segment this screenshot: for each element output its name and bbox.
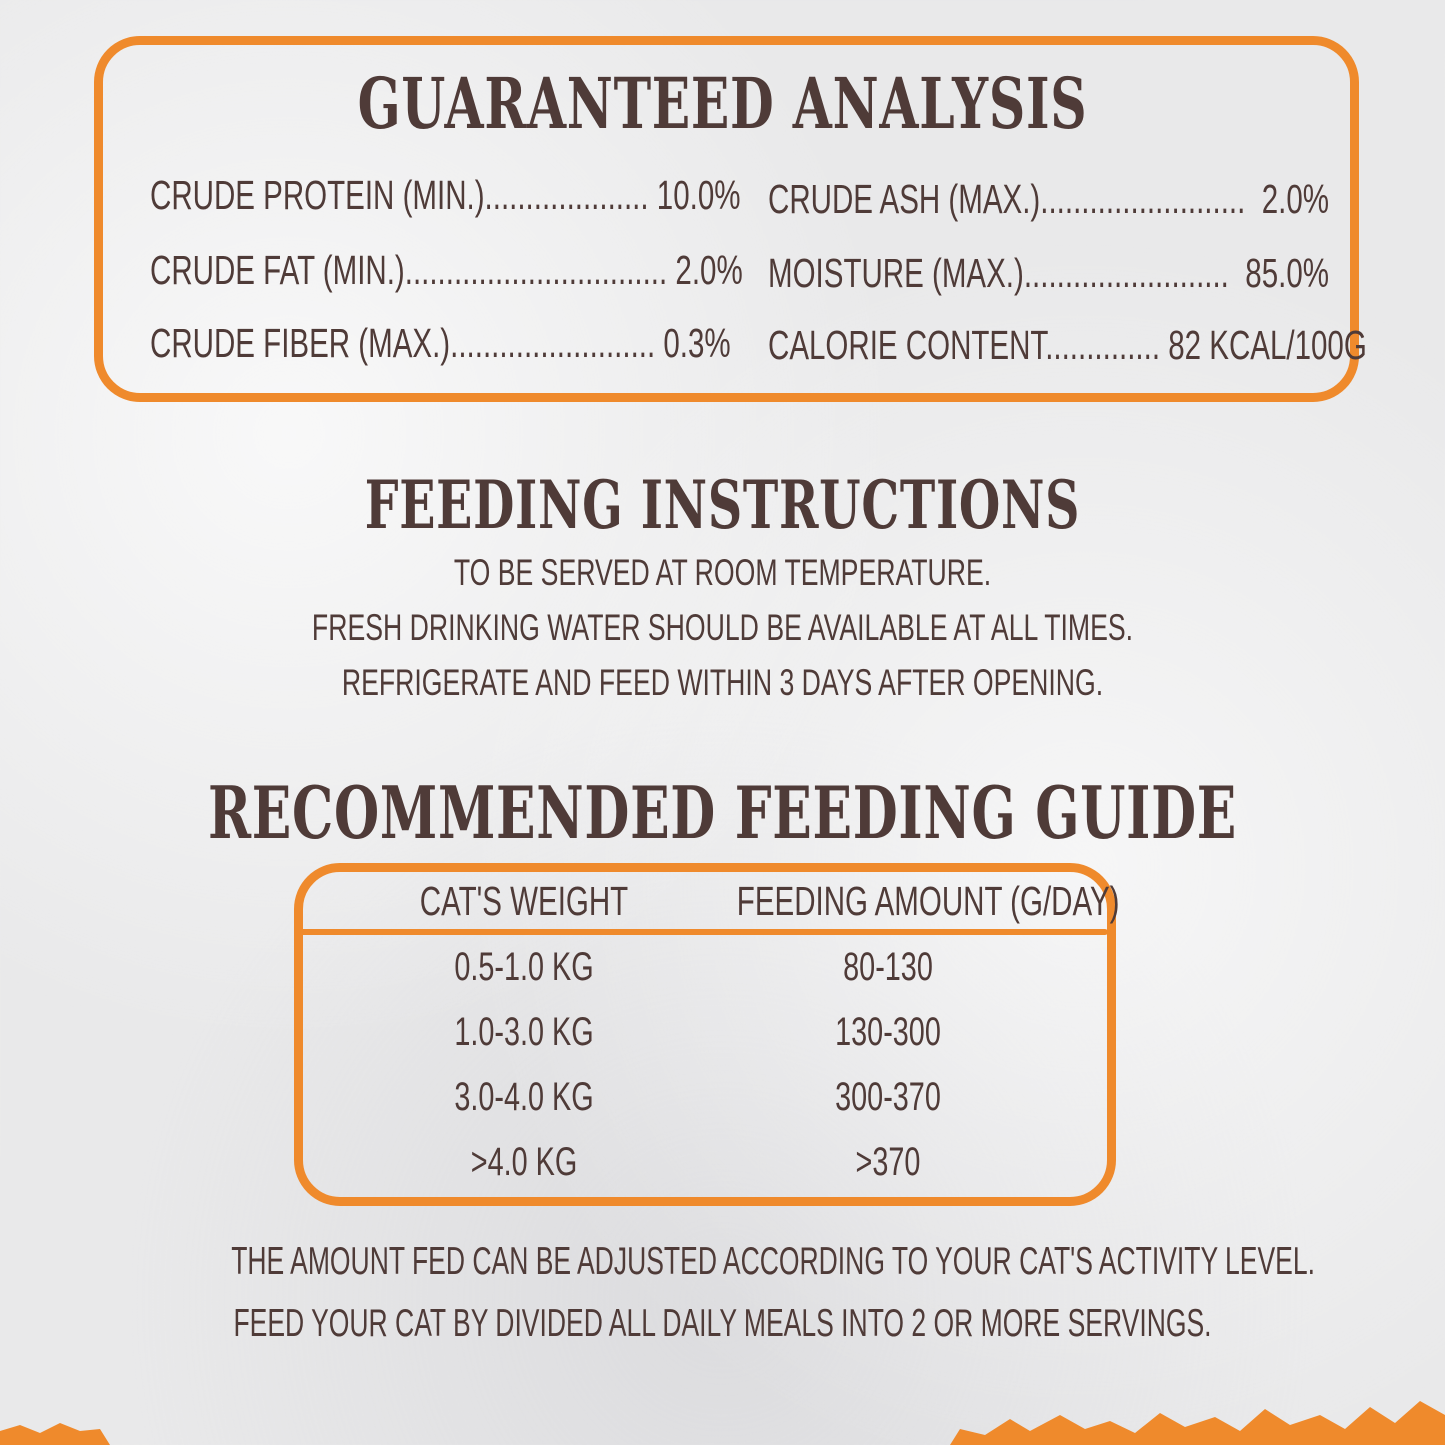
analysis-label: CRUDE ASH (MAX.)	[768, 176, 1041, 222]
analysis-value: 0.3%	[663, 320, 731, 366]
table-cell-weight: >4.0 KG	[470, 1140, 578, 1184]
feeding-instructions-title: FEEDING INSTRUCTIONS	[364, 466, 1081, 544]
guaranteed-analysis-title: GUARANTEED ANALYSIS	[357, 62, 1088, 145]
instruction-line: REFRIGERATE AND FEED WITHIN 3 DAYS AFTER OPENING.	[341, 662, 1104, 703]
table-cell-amount: 130-300	[835, 1010, 941, 1054]
column-header-weight: CAT'S WEIGHT	[419, 878, 629, 924]
dot-leader: ....................	[484, 172, 649, 218]
table-cell-weight: 0.5-1.0 KG	[454, 945, 594, 989]
instruction-line: FRESH DRINKING WATER SHOULD BE AVAILABLE AT ALL TIMES.	[311, 607, 1134, 648]
grass-decoration	[0, 1395, 1445, 1445]
feeding-guide-title: RECOMMENDED FEEDING GUIDE	[207, 770, 1238, 855]
analysis-row-crude-ash	[768, 176, 1445, 226]
analysis-label: MOISTURE (MAX.)	[768, 250, 1024, 296]
analysis-value: 2.0%	[1261, 176, 1330, 222]
analysis-label: CALORIE CONTENT	[768, 322, 1046, 368]
column-header-amount: FEEDING AMOUNT (G/DAY)	[736, 878, 1120, 924]
analysis-row-moisture	[768, 250, 1445, 300]
table-cell-amount: >370	[855, 1140, 921, 1184]
dot-leader: ................................	[404, 247, 668, 293]
dot-leader: .........................	[1023, 250, 1229, 296]
dot-leader: .........................	[1040, 176, 1246, 222]
dot-leader: ..............	[1045, 322, 1161, 368]
feeding-note: FEED YOUR CAT BY DIVIDED ALL DAILY MEALS INTO 2 OR MORE SERVINGS.	[233, 1302, 1212, 1345]
table-cell-weight: 1.0-3.0 KG	[454, 1010, 594, 1054]
table-cell-amount: 300-370	[835, 1075, 941, 1119]
table-cell-amount: 80-130	[843, 945, 933, 989]
feeding-note: THE AMOUNT FED CAN BE ADJUSTED ACCORDING TO YOUR CAT'S ACTIVITY LEVEL.	[231, 1240, 1315, 1283]
instruction-line: TO BE SERVED AT ROOM TEMPERATURE.	[453, 552, 992, 593]
analysis-label: CRUDE FIBER (MAX.)	[150, 320, 451, 366]
analysis-value: 10.0%	[656, 172, 741, 218]
analysis-value: 2.0%	[675, 247, 743, 293]
analysis-label: CRUDE PROTEIN (MIN.)	[150, 172, 485, 218]
dot-leader: .........................	[450, 320, 656, 366]
table-cell-weight: 3.0-4.0 KG	[454, 1075, 594, 1119]
analysis-label: CRUDE FAT (MIN.)	[150, 247, 405, 293]
analysis-row-calorie-content	[768, 322, 1445, 372]
table-header-divider	[300, 929, 1108, 935]
analysis-value: 82 KCAL/100G	[1168, 322, 1367, 368]
analysis-value: 85.0%	[1245, 250, 1330, 296]
